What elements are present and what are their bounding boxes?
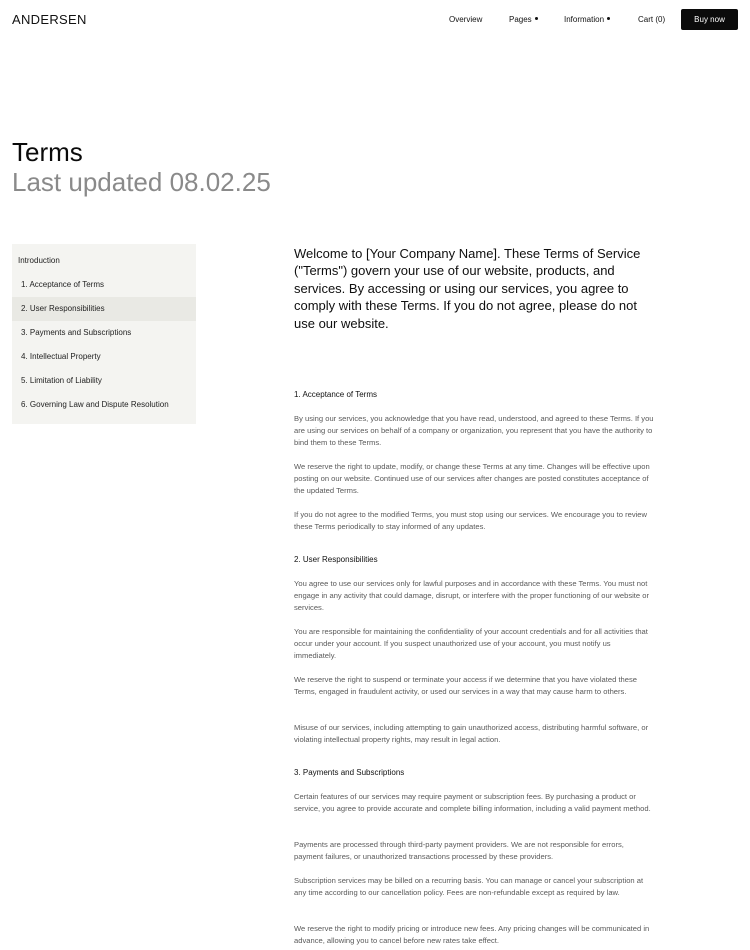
buy-now-button[interactable]: Buy now [681, 9, 738, 30]
toc-item-governing-law[interactable]: 6. Governing Law and Dispute Resolution [21, 400, 169, 409]
nav-pages-dropdown[interactable] [509, 15, 538, 24]
section-paragraph: We reserve the right to suspend or terminate your access if we determine that you have violated these Terms, engaged in fraudulent activity, or used our services in a way that may cause harm to others. [294, 675, 638, 696]
site-header [0, 0, 750, 40]
toc-item-introduction[interactable]: Introduction [18, 256, 60, 265]
section-paragraph: Misuse of our services, including attempting to gain unauthorized access, distributing harmful software, or violating intellectual property rights, may result in legal action. [294, 723, 649, 744]
section-paragraph: Certain features of our services may require payment or subscription fees. By purchasing a product or service, you agree to provide accurate and complete billing information, including a valid payment method. [294, 792, 651, 813]
nav-information-dropdown[interactable] [564, 15, 610, 24]
section-paragraph: Subscription services may be billed on a recurring basis. You can manage or cancel your subscription at any time according to our cancellation policy. Fees are non-refundable except as required by law. [294, 876, 644, 897]
site-logo[interactable]: ANDERSEN [12, 12, 87, 27]
nav-overview-link[interactable]: Overview [449, 15, 483, 24]
toc-item-acceptance-of-terms[interactable]: 1. Acceptance of Terms [21, 280, 105, 289]
section-paragraph: We reserve the right to modify pricing or introduce new fees. Any pricing changes will be communicated in advance, allowing you to cancel before new rates take effect. [294, 924, 650, 945]
toc-item-intellectual-property[interactable]: 4. Intellectual Property [21, 352, 101, 361]
section-heading-user-responsibilities: 2. User Responsibilities [294, 555, 378, 564]
section-heading-acceptance-of-terms: 1. Acceptance of Terms [294, 390, 378, 399]
page-title: Terms [12, 137, 83, 167]
section-paragraph: If you do not agree to the modified Terms, you must stop using our services. We encourage you to review these Terms periodically to stay informed of any updates. [294, 510, 648, 531]
section-paragraph: You agree to use our services only for lawful purposes and in accordance with these Terms. You must not engage in any activity that could damage, disrupt, or interfere with the proper functioning of our website or services. [294, 579, 650, 612]
nav-cart-link[interactable]: Cart (0) [638, 15, 666, 24]
dropdown-dot-icon [607, 17, 610, 20]
section-paragraph: You are responsible for maintaining the confidentiality of your account credentials and for all activities that occur under your account. If you suspect unauthorized use of your account, you must notify us immediately. [294, 627, 648, 660]
nav-information-label: Information [564, 15, 605, 24]
section-paragraph: By using our services, you acknowledge that you have read, understood, and agreed to these Terms. If you are using our services on behalf of a company or organization, you represent that you have the authority to bind them to these Terms. [294, 414, 654, 447]
toc-item-limitation-of-liability[interactable]: 5. Limitation of Liability [21, 376, 102, 385]
toc-item-payments-and-subscriptions[interactable]: 3. Payments and Subscriptions [21, 328, 132, 337]
section-paragraph: We reserve the right to update, modify, or change these Terms at any time. Changes will be effective upon posting on our website. Continued use of our services after changes are posted constitutes acceptance of the updated Terms. [294, 462, 650, 495]
last-updated-date: Last updated 08.02.25 [12, 167, 271, 197]
nav-pages-label: Pages [509, 15, 532, 24]
table-of-contents [12, 244, 196, 424]
section-heading-payments-and-subscriptions: 3. Payments and Subscriptions [294, 768, 405, 777]
dropdown-dot-icon [535, 17, 538, 20]
section-paragraph: Payments are processed through third-party payment providers. We are not responsible for errors, payment failures, or unauthorized transactions processed by these providers. [294, 840, 624, 861]
toc-item-user-responsibilities[interactable]: 2. User Responsibilities [12, 297, 196, 321]
intro-paragraph: Welcome to [Your Company Name]. These Terms of Service ("Terms") govern your use of our website, products, and services. By accessing or using our services, you agree to comply with these Terms. If you do not agree, please do not use our website. [294, 246, 641, 331]
